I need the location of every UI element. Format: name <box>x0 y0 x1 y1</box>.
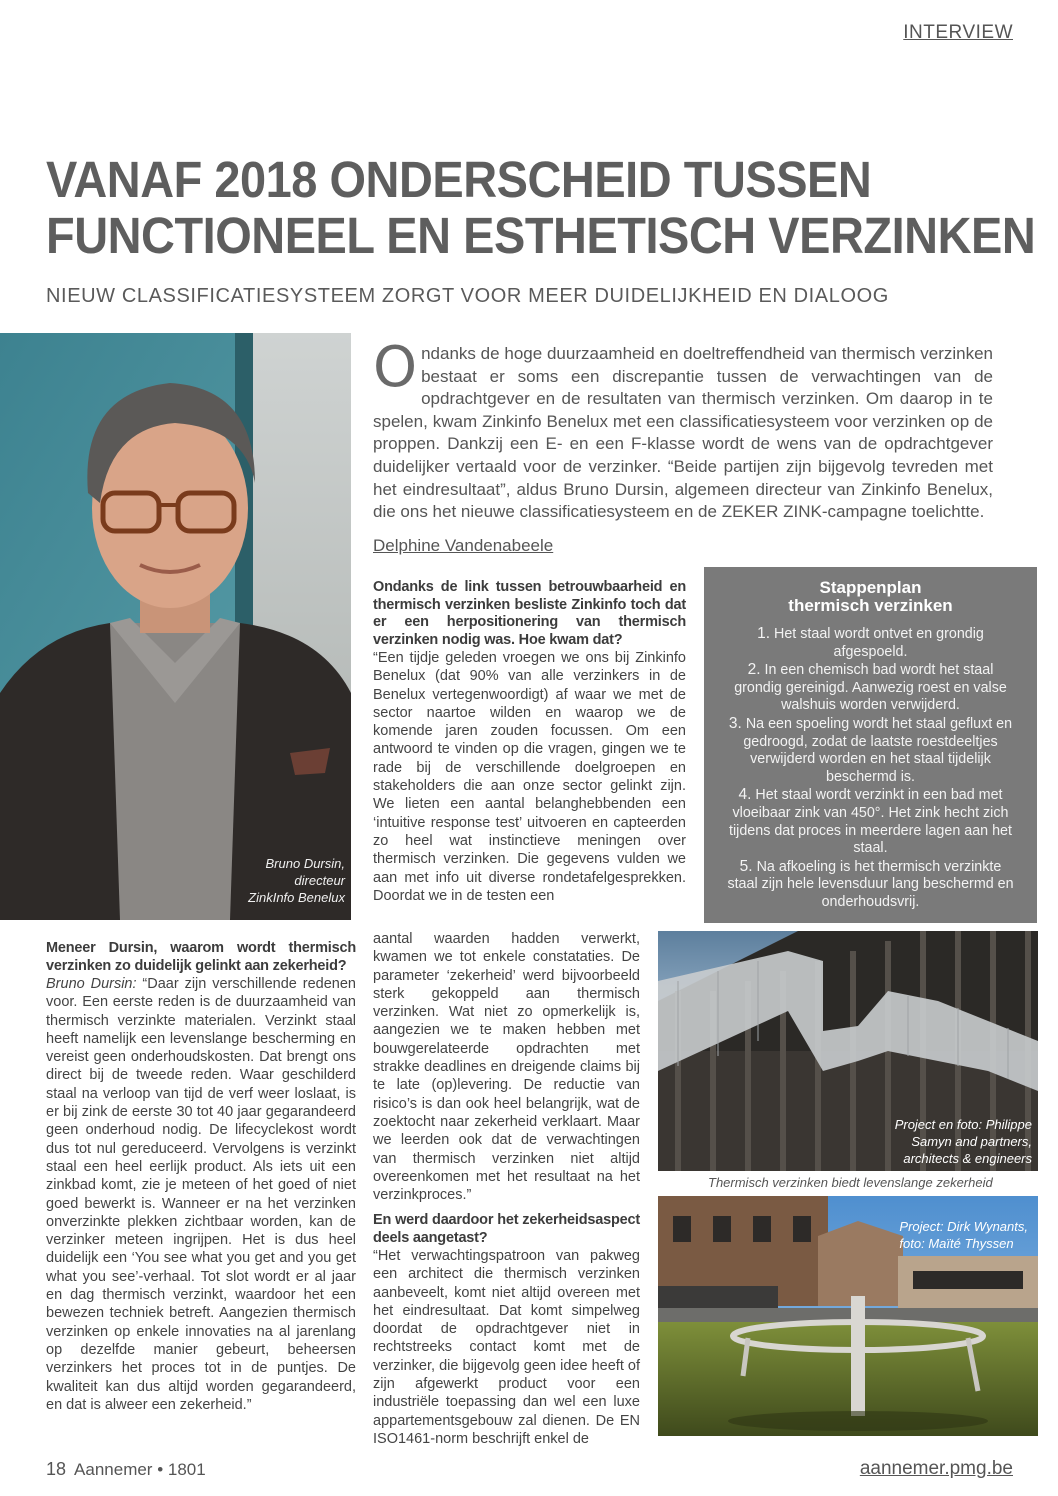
question-3: En werd daardoor het zekerheidsaspect deels aangetast? <box>373 1212 640 1246</box>
step-item <box>726 625 1015 661</box>
article-subtitle: NIEUW CLASSIFICATIESYSTEEM ZORGT VOOR MEER DUIDELIJKHEID EN DIALOOG <box>46 285 889 307</box>
credit-line: architects & engineers <box>903 1151 1032 1166</box>
sidebar-steps <box>704 625 1037 912</box>
column-middle <box>373 579 686 905</box>
building-photo-caption: Thermisch verzinken biedt levenslange zekerheid <box>708 1175 993 1190</box>
portrait-illustration <box>0 333 351 920</box>
page-number: 18 <box>46 1459 67 1479</box>
steps-sidebar <box>704 567 1037 923</box>
portrait-photo <box>0 333 351 920</box>
credit-line: Project: Dirk Wynants, <box>899 1219 1028 1234</box>
step-item <box>726 661 1015 715</box>
step-text: In een chemisch bad wordt het staal grondig gereinigd. Aanwezig roest en valse walshuis worden verwijderd. <box>734 662 1007 714</box>
section-tag: INTERVIEW <box>903 22 1013 43</box>
photo-caption-line: directeur <box>294 873 345 888</box>
answer-2-part-2: aantal waarden hadden verwerkt, kwamen we tot enkele constataties. De parameter ‘zekerheid’ werd bijvoorbeeld sterk gekoppeld aan thermisch verzinken. Wat niet zo opmerkelijk is, aangezien we te maken hebben met bouwgerelateerde opdrachten met strakke deadlines en dreigende claims bij te late (op)levering. De reductie van risico’s is dan ook heel belangrijk, wat de zoektocht naar zekerheid verklaart. Maar we leerden ook dat de verwachtingen van thermisch verzinken niet altijd overeenkomen met het resultaat na het verzinkproces.” <box>373 931 640 1204</box>
credit-line: foto: Maïté Thyssen <box>899 1236 1014 1251</box>
column-left <box>46 940 356 1414</box>
bench-photo <box>658 1196 1038 1436</box>
step-item <box>726 715 1015 786</box>
step-item <box>726 786 1015 857</box>
article-title <box>46 151 1036 264</box>
photo-caption-line: ZinkInfo Benelux <box>248 890 345 905</box>
step-number: 5. <box>739 857 753 875</box>
sidebar-title-line: thermisch verzinken <box>788 596 953 615</box>
answer-3: “Het verwachtingspatroon van pakweg een architect die thermisch verzinken aanbeveelt, komt niet altijd overeen met het eindresultaat. Dat komt simpelweg doordat de opdrachtgever niet in rechtstreeks contact komt met de verzinker, die bijgevolg geen idee heeft of zijn afgewerkt product voor een industriële toepassing dan wel een luxe appartementsgebouw zal dienen. De EN ISO1461-norm beschrijft enkel de <box>373 1248 640 1447</box>
answer-1-speaker: Bruno Dursin: <box>46 976 137 992</box>
photo-caption <box>248 855 345 906</box>
step-text: Na afkoeling is het thermisch verzinkte staal zijn hele levensduur lang beschermd en onderhoudsvrij. <box>727 858 1014 910</box>
step-text: Het staal wordt verzinkt in een bad met vloeibaar zink van 450°. Het zink hecht zich tijdens dat proces in meerdere lagen aan het staal. <box>729 787 1012 857</box>
building-photo-credit <box>895 1116 1032 1167</box>
title-line-1: VANAF 2018 ONDERSCHEID TUSSEN <box>46 151 872 208</box>
drop-cap: O <box>373 335 418 400</box>
step-text: Na een spoeling wordt het staal gefluxt en gedroogd, zodat de laatste roestdeeltjes verwijderd worden en het staal tijdelijk beschermd is. <box>741 715 1013 785</box>
building-photo <box>658 931 1038 1171</box>
column-middle-continued <box>373 930 640 1204</box>
answer-1 <box>46 975 356 1414</box>
magazine-issue: Aannemer • 1801 <box>74 1460 206 1479</box>
credit-line: Samyn and partners, <box>911 1134 1032 1149</box>
sidebar-title <box>704 579 1037 615</box>
answer-2-part-1: “Een tijdje geleden vroegen we ons bij Zinkinfo Benelux (dat 90% van alle verzinkers in de Benelux vertegenwoordigt) af waar we met de sector naartoe wilden en waarop we de komende jaren zouden focussen. Om een antwoord te vinden op die vragen, gingen we te rade bij de verschillende doelgroepen en stakeholders die aan onze sector gelinkt zijn. We lieten een aantal belanghebbenden een ‘intuitive response test’ uitvoeren en capteerden zo heel wat instinctieve meningen over thermisch verzinken. Die gegevens vulden we aan met info uit diverse rondetafelgesprekken. Doordat we in de testen een <box>373 650 686 904</box>
footer-url-link[interactable]: aannemer.pmg.be <box>859 1458 1013 1479</box>
step-number: 2. <box>747 661 761 679</box>
intro-paragraph <box>373 335 993 524</box>
photo-caption-line: Bruno Dursin, <box>265 856 345 871</box>
title-line-2: FUNCTIONEEL EN ESTHETISCH VERZINKEN <box>46 207 1036 264</box>
credit-line: Project en foto: Philippe <box>894 1117 1032 1132</box>
intro-text: ndanks de hoge duurzaamheid en doeltreffendheid van thermisch verzinken bestaat er soms een discrepantie tussen de verwachtingen van de opdrachtgever en de resultaten van thermisch verzinken. Om daarop in te spelen, kwam Zinkinfo Benelux met een classificatiesysteem voor verzinken op de proppen. Dankzij een E- en een F-klasse wordt de wens van de opdrachtgever duidelijker vertaald voor de verzinker. “Beide partijen zijn bijgevolg tevreden met het eindresultaat”, aldus Bruno Dursin, algemeen directeur van Zinkinfo Benelux, die ons het nieuwe classificatiesysteem en de ZEKER ZINK-campagne toelichtte. <box>373 344 993 522</box>
question-1: Meneer Dursin, waarom wordt thermisch verzinken zo duidelijk gelinkt aan zekerheid? <box>46 940 356 974</box>
column-middle-lower <box>373 1212 640 1448</box>
step-number: 3. <box>728 714 742 732</box>
answer-1-text: “Daar zijn verschillende redenen voor. Een eerste reden is de duurzaamheid van thermisch verzinkte materialen. Verzinkt staal heeft namelijk een levenslange bescherming en vereist geen onderhoudskosten. Dat brengt ons direct bij de tweede reden. Waar geschilderd staal na verloop van tijd de verf weer loslaat, is er bij zink de eerste 30 tot 40 jaar gegarandeerd geen onderhoud nodig. De lifecyclekost wordt dus tot nul gereduceerd. Vervolgens is verzinkt staal een heel eerlijk product. Als iets uit een zinkbad komt, zie je meteen of het goed of niet goed bewerkt is. Wanneer er na het verzinken onverzinkte plekken zichtbaar worden, kan de verzinker meteen ingrijpen. Het is dus heel duidelijk een ‘You see what you get and you get what you see’-verhaal. Tot slot wordt er al jaar en dag thermisch verzinkt, waardoor het een bewezen techniek betreft. Aangezien thermisch verzinken op enkele innovaties na al jarenlang op dezelfde manier gebeurt, beheersen verzinkers het proces tot in de puntjes. De kwaliteit kan dus altijd worden gegarandeerd, en dat is alweer een zekerheid.” <box>46 976 356 1413</box>
step-text: Het staal wordt ontvet en grondig afgespoeld. <box>770 626 984 660</box>
step-item <box>726 858 1015 912</box>
step-number: 4. <box>738 786 752 804</box>
footer-left <box>46 1459 206 1480</box>
step-number: 1. <box>757 625 771 642</box>
author-byline[interactable]: Delphine Vandenabeele <box>373 536 554 555</box>
question-2: Ondanks de link tussen betrouwbaarheid en thermisch verzinken besliste Zinkinfo toch dat er een herpositionering van thermisch verzinken nodig was. Hoe kwam dat? <box>373 579 686 648</box>
sidebar-title-line: Stappenplan <box>819 578 922 597</box>
bench-photo-credit <box>899 1218 1028 1252</box>
